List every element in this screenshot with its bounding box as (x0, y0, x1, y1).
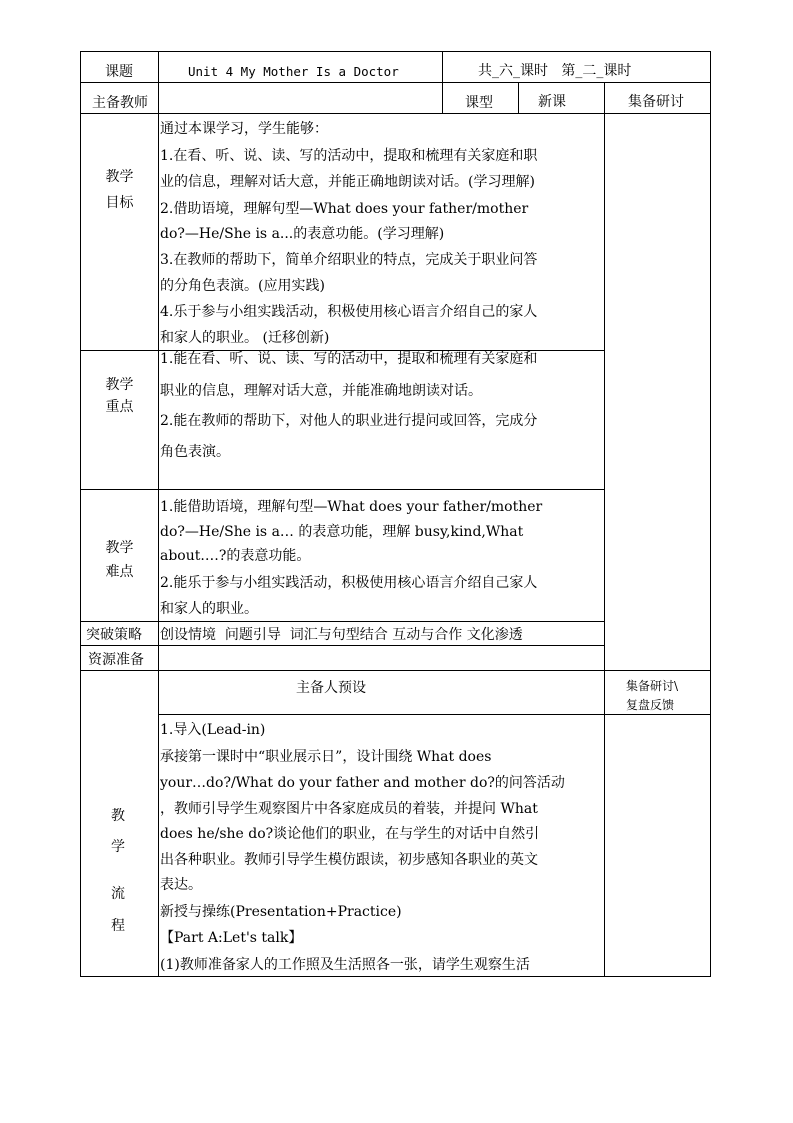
objectives-line-9: 和家人的职业。 (迁移创新) (160, 330, 330, 346)
difficulties-line-4: 2.能乐于参与小组实践活动，积极使用核心语言介绍自己家人 (160, 575, 538, 591)
research-label: 集备研讨 (628, 94, 684, 110)
keypoints-line-3: 2.能在教师的帮助下，对他人的职业进行提问或回答，完成分 (160, 413, 538, 429)
difficulties-label-2: 难点 (105, 564, 134, 580)
objectives-line-7: 的分角色表演。(应用实践) (160, 278, 325, 294)
rule-top (80, 51, 711, 52)
resources-label: 资源准备 (88, 652, 144, 668)
objectives-line-2: 1.在看、听、说、读、写的活动中，提取和梳理有关家庭和职 (160, 148, 538, 164)
rule-bottom (80, 976, 711, 977)
rule-typevalue-right (604, 82, 605, 977)
process-line-6: 出各种职业。教师引导学生模仿跟读，初步感知各职业的英文 (160, 852, 538, 868)
objectives-label-1: 教学 (105, 169, 134, 185)
objectives-line-3: 业的信息，理解对话大意，并能正确地朗读对话。(学习理解) (160, 174, 535, 190)
keypoints-line-4: 角色表演。 (160, 444, 230, 460)
rule-right (710, 51, 711, 977)
objectives-label-2: 目标 (105, 195, 134, 211)
plan-header: 主备人预设 (296, 680, 366, 696)
review-header-2: 复盘反馈 (626, 698, 675, 712)
process-label-char-3: 流 (111, 886, 125, 902)
objectives-line-1: 通过本课学习，学生能够： (160, 121, 328, 137)
difficulties-label (81, 536, 158, 584)
objectives-line-4: 2.借助语境，理解句型—What does your father/mother (160, 201, 529, 217)
keypoints-line-2: 职业的信息，理解对话大意，并能准确地朗读对话。 (160, 383, 482, 399)
objectives-line-6: 3.在教师的帮助下，简单介绍职业的特点，完成关于职业问答 (160, 252, 538, 268)
keypoints-label-2: 重点 (105, 399, 134, 415)
teacher-label: 主备教师 (92, 95, 148, 111)
process-line-10: (1)教师准备家人的工作照及生活照各一张，请学生观察生活 (160, 957, 530, 973)
lesson-type-label: 课型 (465, 95, 493, 111)
strategy-value: 创设情境 问题引导 词汇与句型结合 互动与合作 文化渗透 (160, 627, 523, 643)
difficulties-line-1: 1.能借助语境，理解句型—What does your father/mother (160, 499, 543, 515)
keypoints-line-1: 1.能在看、听、说、读、写的活动中，提取和梳理有关家庭和 (160, 351, 538, 367)
process-label-char-2: 学 (111, 839, 125, 855)
process-line-8: 新授与操练(Presentation+Practice) (160, 904, 402, 920)
keypoints-label-1: 教学 (105, 377, 134, 393)
lesson-type-value: 新课 (538, 94, 566, 110)
topic-label: 课题 (105, 64, 133, 80)
process-line-2: 承接第一课时中“职业展示日”，设计围绕 What does (160, 749, 492, 765)
process-line-5: does he/she do?谈论他们的职业，在与学生的对话中自然引 (160, 826, 540, 842)
rule-resources-bottom (80, 670, 711, 671)
process-line-7: 表达。 (160, 877, 202, 893)
process-label-char-1: 教 (111, 808, 125, 824)
rule-process-header-bottom (158, 714, 711, 715)
process-label-char-4: 程 (111, 918, 125, 934)
process-line-4: ，教师引导学生观察图片中各家庭成员的着装，并提问 What (160, 801, 538, 817)
objectives-label (81, 164, 158, 216)
rule-topic-right (442, 51, 443, 113)
process-line-3: your…do?/What do your father and mother do?的问答活动 (160, 775, 565, 791)
rule-row2 (80, 113, 711, 114)
difficulties-line-3: about.…?的表意功能。 (160, 548, 311, 564)
objectives-line-5: do?—He/She is a...的表意功能。(学习理解) (160, 226, 445, 242)
process-line-9: 【Part A:Let's talk】 (160, 930, 303, 946)
keypoints-label (81, 374, 158, 418)
review-header-1: 集备研讨\ (626, 679, 679, 693)
topic-value: Unit 4 My Mother Is a Doctor (188, 64, 399, 79)
difficulties-line-5: 和家人的职业。 (160, 601, 258, 617)
strategy-label: 突破策略 (86, 627, 142, 643)
difficulties-label-1: 教学 (105, 540, 134, 556)
difficulties-line-2: do?—He/She is a… 的表意功能，理解 busy,kind,What (160, 524, 524, 540)
rule-label-col (158, 51, 159, 977)
rule-row1 (80, 82, 711, 83)
objectives-line-8: 4.乐于参与小组实践活动，积极使用核心语言介绍自己的家人 (160, 304, 538, 320)
period-count: 共_六_课时 第_二_课时 (478, 63, 632, 79)
process-line-1: 1.导入(Lead-in) (160, 722, 266, 738)
rule-type-right (518, 82, 519, 113)
